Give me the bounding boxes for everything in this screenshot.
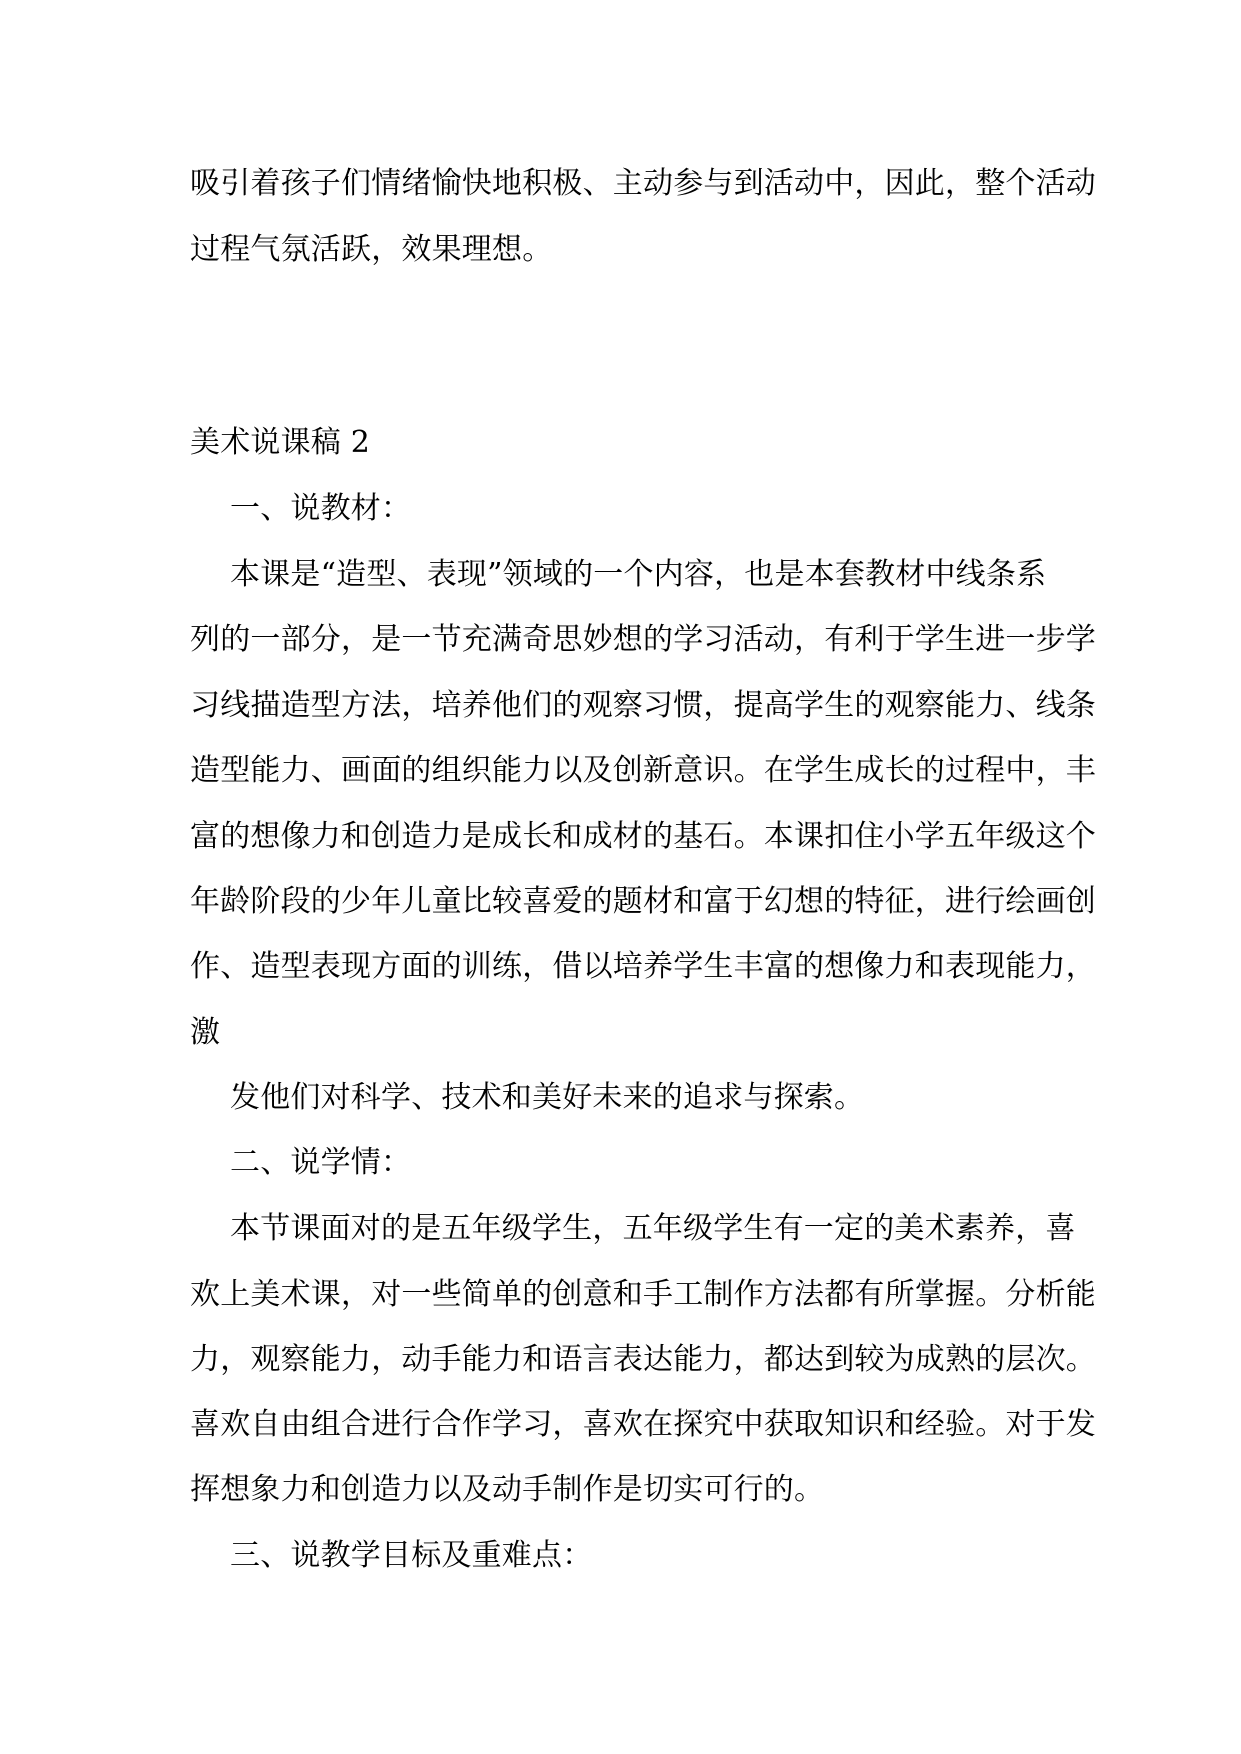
text-line: 本课是“造型、表现”领域的一个内容，也是本套教材中线条系	[230, 557, 1047, 592]
section-title: 美术说课稿 2	[190, 425, 371, 460]
text-line: 本节课面对的是五年级学生，五年级学生有一定的美术素养，喜	[230, 1211, 1076, 1246]
section-heading: 一、说教材：	[230, 491, 412, 526]
text-line: 富的想像力和创造力是成长和成材的基石。本课扣住小学五年级这个	[190, 819, 1096, 854]
section-heading: 三、说教学目标及重难点：	[230, 1538, 593, 1573]
text-line: 欢上美术课，对一些简单的创意和手工制作方法都有所掌握。分析能	[190, 1277, 1096, 1312]
section-heading: 二、说学情：	[230, 1145, 412, 1180]
text-line: 发他们对科学、技术和美好未来的追求与探索。	[230, 1080, 865, 1115]
text-line: 习线描造型方法，培养他们的观察习惯，提高学生的观察能力、线条	[190, 688, 1096, 723]
text-line: 喜欢自由组合进行合作学习，喜欢在探究中获取知识和经验。对于发	[190, 1407, 1096, 1442]
text-line: 年龄阶段的少年儿童比较喜爱的题材和富于幻想的特征，进行绘画创	[190, 884, 1096, 919]
text-line: 吸引着孩子们情绪愉快地积极、主动参与到活动中，因此，整个活动	[190, 166, 1096, 201]
text-line: 作、造型表现方面的训练，借以培养学生丰富的想像力和表现能力，	[190, 949, 1096, 984]
text-line: 造型能力、画面的组织能力以及创新意识。在学生成长的过程中，丰	[190, 753, 1096, 788]
text-line: 过程气氛活跃，效果理想。	[190, 232, 553, 267]
text-line: 挥想象力和创造力以及动手制作是切实可行的。	[190, 1472, 825, 1507]
text-line: 列的一部分，是一节充满奇思妙想的学习活动，有利于学生进一步学	[190, 622, 1096, 657]
text-line: 力，观察能力，动手能力和语言表达能力，都达到较为成熟的层次。	[190, 1342, 1096, 1377]
text-line: 激	[190, 1015, 221, 1050]
